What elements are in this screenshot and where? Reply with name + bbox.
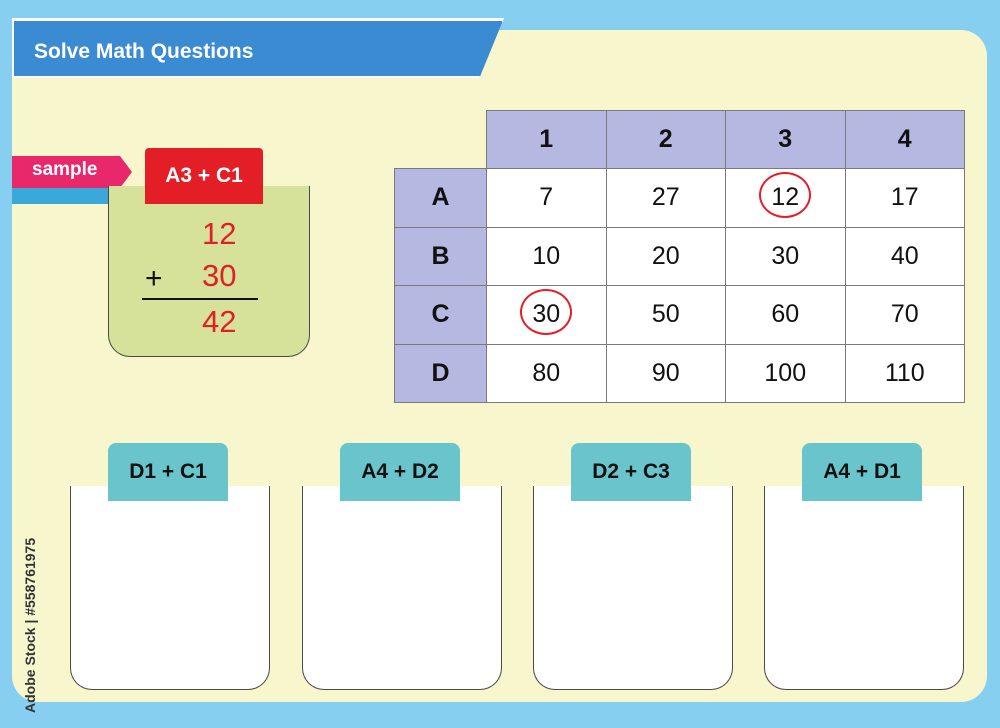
sample-operator: + <box>145 262 163 295</box>
row-header: D <box>394 344 487 404</box>
column-header: 3 <box>725 110 846 169</box>
circled-cell-marker <box>520 289 572 335</box>
row-header: A <box>394 168 487 228</box>
column-header: 1 <box>486 110 607 169</box>
page-title: Solve Math Questions <box>34 40 254 63</box>
question-tab: A4 + D2 <box>340 443 460 501</box>
answer-box[interactable] <box>302 486 502 690</box>
sample-addend-1: 12 <box>202 216 237 251</box>
table-cell: 40 <box>845 227 966 287</box>
row-header: C <box>394 285 487 345</box>
column-header: 2 <box>606 110 727 169</box>
table-cell: 17 <box>845 168 966 228</box>
row-header: B <box>394 227 487 287</box>
answer-box[interactable] <box>533 486 733 690</box>
sum-line <box>142 298 258 300</box>
circled-cell-marker <box>759 172 811 218</box>
table-cell: 110 <box>845 344 966 404</box>
table-cell: 12 <box>725 168 846 228</box>
sample-ribbon-label: sample <box>32 159 98 180</box>
sample-addend-2: 30 <box>202 258 237 293</box>
side-text: Adobe Stock | #558761975 <box>22 537 38 713</box>
table-cell: 20 <box>606 227 727 287</box>
table-cell: 80 <box>486 344 607 404</box>
table-cell: 90 <box>606 344 727 404</box>
table-cell: 30 <box>725 227 846 287</box>
question-tab: D2 + C3 <box>571 443 691 501</box>
question-tab: A4 + D1 <box>802 443 922 501</box>
table-cell: 50 <box>606 285 727 345</box>
answer-box[interactable] <box>70 486 270 690</box>
column-header: 4 <box>845 110 966 169</box>
table-cell: 7 <box>486 168 607 228</box>
answer-box[interactable] <box>764 486 964 690</box>
table-cell: 10 <box>486 227 607 287</box>
sample-result: 42 <box>202 304 237 339</box>
question-tab: D1 + C1 <box>108 443 228 501</box>
sample-question-tab: A3 + C1 <box>145 148 263 204</box>
table-cell: 100 <box>725 344 846 404</box>
table-cell: 27 <box>606 168 727 228</box>
table-cell: 30 <box>486 285 607 345</box>
table-cell: 60 <box>725 285 846 345</box>
table-cell: 70 <box>845 285 966 345</box>
